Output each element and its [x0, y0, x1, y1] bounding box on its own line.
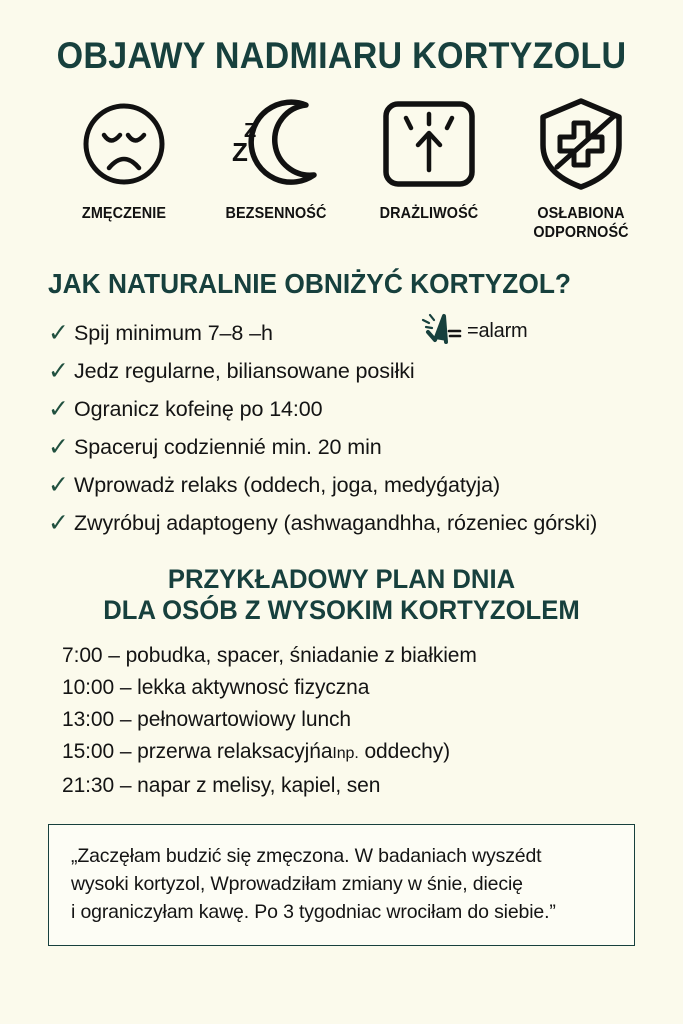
schedule-row: [62, 770, 683, 802]
symptom-immunity: [517, 93, 645, 242]
list-item: [48, 432, 643, 462]
up-arrow-burst-icon: [365, 93, 493, 195]
tip-text: Jedz regularne, biliansowane posiłki: [74, 359, 415, 383]
tips-heading: JAK NATURALNIE OBNIŻYĆ KORTYZOL?: [48, 268, 571, 299]
tip-text: Ogranicz kofeinę po 14:00: [74, 397, 323, 421]
tip-text: Spaceruj codziennié min. 20 min: [74, 435, 382, 459]
schedule-activity: pobudka, spacer, śniadanie z białkiem: [125, 644, 477, 667]
alarm-annotation: [420, 312, 528, 351]
plan-heading-line-2: DLA OSÓB Z WYSOKIM KORTYZOLEM: [103, 595, 580, 625]
tip-text: Spij minimum 7–8 –h: [74, 321, 273, 345]
list-item: [48, 394, 643, 424]
symptom-label-tired: ZMĘCZENIE: [81, 205, 167, 222]
symptom-label-insomnia: BEZSENNOŚĆ: [225, 205, 327, 222]
daily-schedule: [0, 640, 683, 802]
tips-checklist: [0, 318, 683, 538]
schedule-activity: przerwa relaksacyjńa: [137, 740, 333, 763]
list-item: [48, 470, 643, 500]
plan-heading: [0, 564, 683, 626]
svg-text:Z: Z: [232, 137, 249, 167]
schedule-time: 13:00: [62, 708, 115, 731]
immunity-line-2: ODPORNOŚĆ: [533, 224, 629, 241]
page-title: OBJAWY NADMIARU KORTYZOLU: [56, 35, 627, 76]
svg-text:Z: Z: [244, 120, 257, 142]
check-icon: ✓: [48, 357, 69, 385]
list-item: [48, 356, 643, 386]
symptom-tired: [60, 93, 188, 223]
list-item: [48, 318, 643, 348]
symptoms-row: [0, 77, 683, 242]
schedule-dash: –: [119, 774, 132, 797]
symptom-insomnia: [212, 93, 340, 223]
check-icon: ✓: [48, 509, 69, 537]
testimonial-line-1: „Zaczęłam budzić się zmęczona. W badaniach wyszédt: [71, 845, 542, 867]
immunity-line-1: OSŁABIONA: [537, 205, 625, 222]
schedule-row: [62, 736, 683, 770]
shield-cross-slash-icon: [517, 93, 645, 195]
schedule-time: 7:00: [62, 644, 103, 667]
schedule-time: 10:00: [62, 676, 115, 699]
schedule-activity: lekka aktywnosċ fizyczna: [137, 676, 370, 699]
check-icon: ✓: [48, 395, 69, 423]
schedule-dash: –: [108, 644, 120, 667]
schedule-dash: –: [119, 708, 132, 731]
schedule-row: [62, 704, 683, 736]
symptom-label-irritability: DRAŻLIWOŚĆ: [379, 205, 478, 222]
list-item: [48, 508, 643, 538]
symptom-irritability: [365, 93, 493, 223]
alarm-scribble-icon: [420, 312, 466, 351]
schedule-time: 15:00: [62, 740, 115, 763]
schedule-row: [62, 640, 683, 672]
check-icon: ✓: [48, 319, 69, 347]
schedule-row: [62, 672, 683, 704]
schedule-activity-small: Inp.: [332, 745, 359, 762]
schedule-dash: –: [119, 676, 132, 699]
schedule-dash: –: [119, 740, 132, 763]
check-icon: ✓: [48, 433, 69, 461]
schedule-activity: pełnowartowiowy lunch: [137, 708, 352, 731]
testimonial-line-3: i ograniczyłam kawę. Po 3 tygodniac wrociłam do siebie.”: [71, 901, 556, 923]
schedule-time: 21:30: [62, 774, 115, 797]
tired-face-icon: [60, 93, 188, 195]
alarm-label: =alarm: [467, 320, 528, 342]
tip-text: Zwyróbuj adaptogeny (ashwagandhha, rózeniec górski): [74, 511, 598, 535]
plan-heading-line-1: PRZYKŁADOWY PLAN DNIA: [167, 564, 516, 594]
testimonial-box: [48, 824, 635, 946]
schedule-activity-tail: oddechy): [364, 740, 451, 763]
crescent-moon-zzz-icon: [212, 93, 340, 195]
testimonial-line-2: wysoki kortyzol, Wprowadziłam zmiany w śnie, diecię: [71, 873, 523, 895]
tip-text: Wprowadż relaks (oddech, joga, medyǵatyja): [74, 473, 500, 497]
check-icon: ✓: [48, 471, 69, 499]
symptom-label-immunity: [521, 204, 640, 242]
schedule-activity: napar z melisy, kapiel, sen: [137, 774, 381, 797]
